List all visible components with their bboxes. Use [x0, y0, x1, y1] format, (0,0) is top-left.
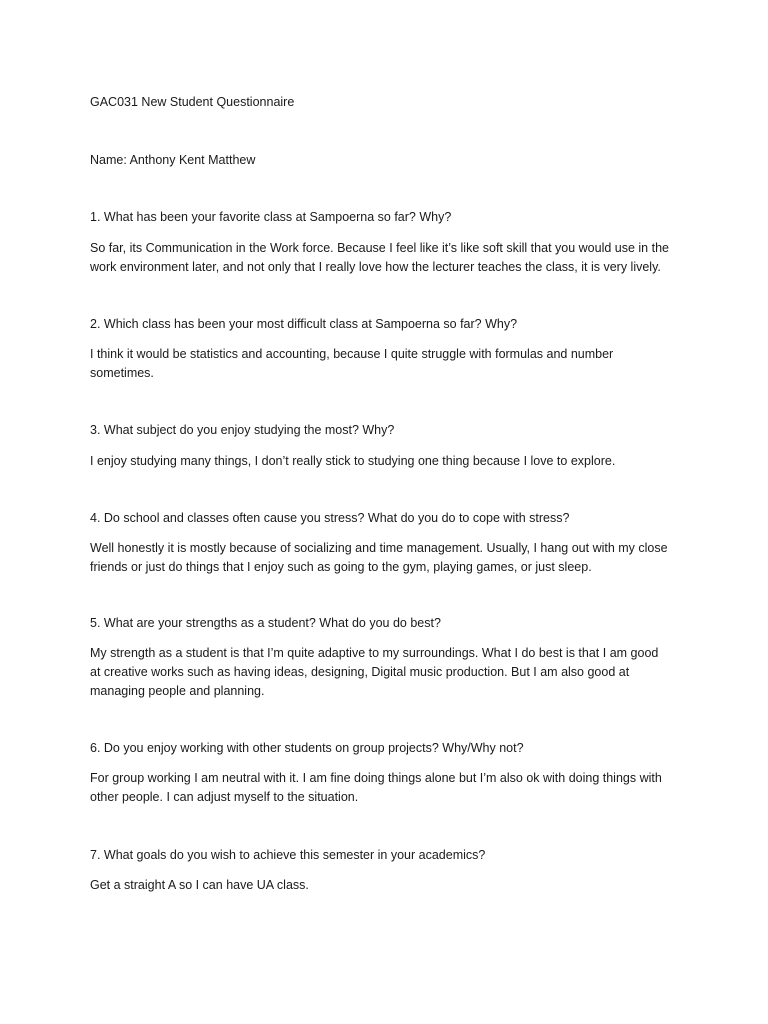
answer-2 — [90, 345, 690, 383]
question-5: 5. What are your strengths as a student? What do you do best? — [90, 616, 441, 630]
answer-5-line-1: My strength as a student is that I’m quite adaptive to my surroundings. What I do best is that I am good — [90, 646, 659, 660]
answer-1-line-2: work environment later, and not only that I really love how the lecturer teaches the class, it is very lively. — [90, 260, 661, 274]
answer-6-line-1: For group working I am neutral with it. I am fine doing things alone but I’m also ok with doing things with — [90, 771, 662, 785]
document-title: GAC031 New Student Questionnaire — [90, 95, 295, 109]
question-4: 4. Do school and classes often cause you stress? What do you do to cope with stress? — [90, 511, 570, 525]
answer-3-line-1: I enjoy studying many things, I don’t really stick to studying one thing because I love to explore. — [90, 454, 616, 468]
answer-5-line-3: managing people and planning. — [90, 684, 265, 698]
answer-6 — [90, 769, 690, 807]
question-3: 3. What subject do you enjoy studying the most? Why? — [90, 423, 395, 437]
answer-1 — [90, 239, 690, 277]
answer-6-line-2: other people. I can adjust myself to the situation. — [90, 790, 359, 804]
answer-7 — [90, 876, 690, 895]
answer-3 — [90, 452, 690, 471]
answer-4 — [90, 539, 690, 577]
question-6: 6. Do you enjoy working with other students on group projects? Why/Why not? — [90, 741, 524, 755]
answer-7-line-1: Get a straight A so I can have UA class. — [90, 878, 309, 892]
question-7: 7. What goals do you wish to achieve this semester in your academics? — [90, 848, 486, 862]
answer-4-line-2: friends or just do things that I enjoy such as going to the gym, playing games, or just sleep. — [90, 560, 592, 574]
student-name: Name: Anthony Kent Matthew — [90, 153, 256, 167]
answer-2-line-1: I think it would be statistics and accounting, because I quite struggle with formulas and number — [90, 347, 614, 361]
question-2: 2. Which class has been your most difficult class at Sampoerna so far? Why? — [90, 317, 518, 331]
answer-2-line-2: sometimes. — [90, 366, 154, 380]
answer-5-line-2: at creative works such as having ideas, designing, Digital music production. But I am also good at — [90, 665, 630, 679]
answer-1-line-1: So far, its Communication in the Work force. Because I feel like it’s like soft skill that you would use in the — [90, 241, 669, 255]
question-1: 1. What has been your favorite class at Sampoerna so far? Why? — [90, 210, 452, 224]
answer-5 — [90, 644, 690, 701]
answer-4-line-1: Well honestly it is mostly because of socializing and time management. Usually, I hang out with my close — [90, 541, 668, 555]
